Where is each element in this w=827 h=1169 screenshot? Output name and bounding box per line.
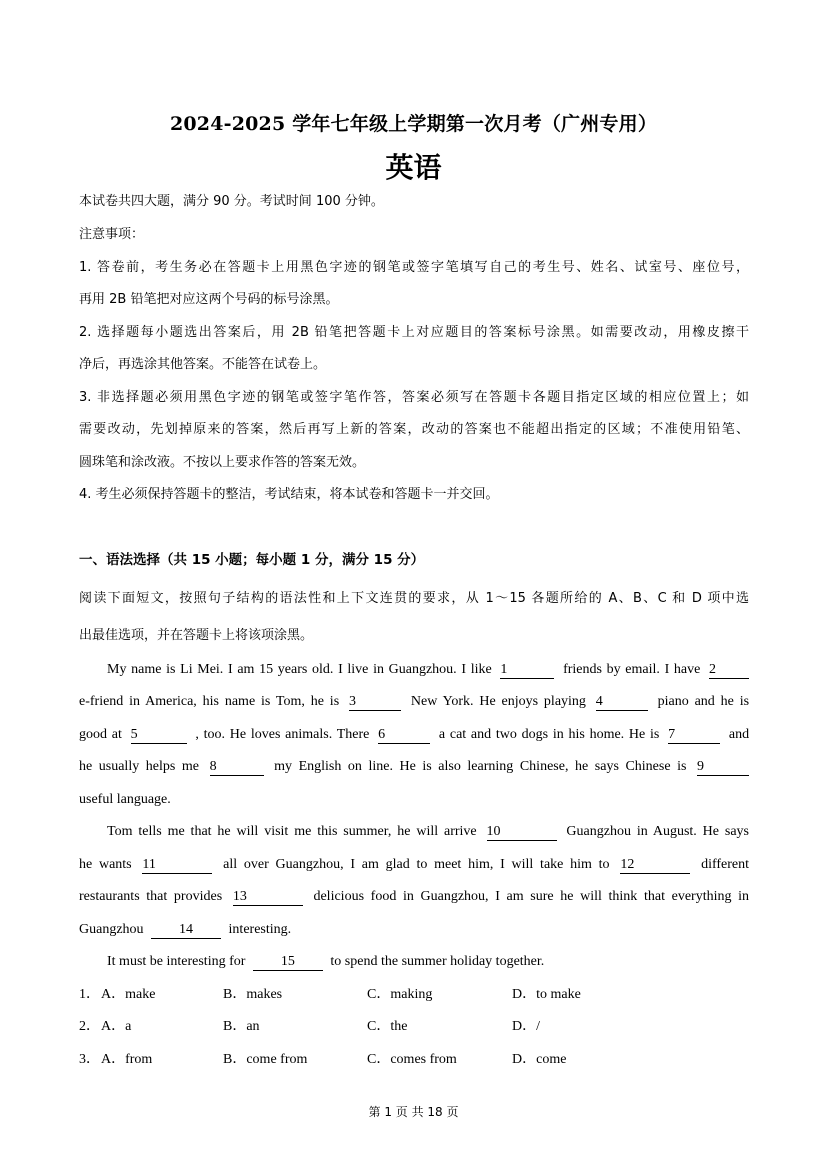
subject-title: 英语 <box>385 151 442 184</box>
option-a: A．from <box>101 1052 153 1067</box>
passage-line <box>79 757 749 777</box>
blank-11: 11 <box>142 857 212 874</box>
passage-text: a cat and two dogs in his home. He is <box>438 727 660 742</box>
blank-2: 2 <box>709 662 749 679</box>
note-3-line-2: 需要改动，先划掉原来的答案，然后再写上新的答案，改动的答案也不能超出指定的区域；不准使用铅笔、 <box>79 422 749 437</box>
page-footer: 第 1 页 共 18 页 <box>368 1105 459 1119</box>
passage-text: he usually helps me <box>79 759 199 774</box>
note-1-line-2: 再用 2B 铅笔把对应这两个号码的标号涂黑。 <box>79 292 339 307</box>
question-number: 2． <box>79 1019 100 1034</box>
passage-text: to spend the summer holiday together. <box>330 954 545 969</box>
blank-9: 9 <box>697 759 749 776</box>
section-1-instruction-line-2: 出最佳选项，并在答题卡上将该项涂黑。 <box>79 628 314 643</box>
passage-text: delicious food in Guangzhou, I am sure he will think that everything in <box>313 889 750 904</box>
exam-summary: 本试卷共四大题，满分 90 分。考试时间 100 分钟。 <box>79 194 384 209</box>
notes-heading: 注意事项： <box>79 227 145 242</box>
blank-14: 14 <box>151 922 221 939</box>
passage-line <box>79 887 749 907</box>
passage-text: and <box>728 727 750 742</box>
passage-text: useful language. <box>79 792 171 807</box>
blank-10: 10 <box>487 824 557 841</box>
note-2-line-1: 2. 选择题每小题选出答案后，用 2B 铅笔把答题卡上对应题目的答案标号涂黑。如需要改动，用橡皮擦干 <box>79 325 749 340</box>
option-b: B．makes <box>223 987 283 1002</box>
passage-text: he wants <box>79 857 132 872</box>
passage-text: New York. He enjoys playing <box>410 694 586 709</box>
passage-text: my English on line. He is also learning Chinese, he says Chinese is <box>274 759 687 774</box>
option-c: C．the <box>367 1019 408 1034</box>
blank-3: 3 <box>349 694 401 711</box>
question-number: 1． <box>79 987 100 1002</box>
passage-line <box>79 692 749 712</box>
question-number: 3． <box>79 1052 100 1067</box>
blank-6: 6 <box>378 727 430 744</box>
passage-line <box>79 920 749 940</box>
option-d: D．to make <box>512 987 581 1002</box>
note-3-line-3: 圆珠笔和涂改液。不按以上要求作答的答案无效。 <box>79 455 366 470</box>
note-4: 4. 考生必须保持答题卡的整洁，考试结束，将本试卷和答题卡一并交回。 <box>79 487 499 502</box>
note-3-line-1: 3. 非选择题必须用黑色字迹的钢笔或签字笔作答，答案必须写在答题卡各题目指定区域的相应位置上；如 <box>79 390 749 405</box>
passage-text: different <box>701 857 750 872</box>
option-a: A．a <box>101 1019 132 1034</box>
blank-8: 8 <box>210 759 264 776</box>
passage-text: It must be interesting for <box>107 954 246 969</box>
passage-text: good at <box>79 727 122 742</box>
blank-13: 13 <box>233 889 303 906</box>
passage-line <box>79 725 749 745</box>
passage-line <box>79 822 749 842</box>
passage-text: Guangzhou <box>79 922 144 937</box>
blank-5: 5 <box>131 727 187 744</box>
option-a: A．make <box>101 987 156 1002</box>
passage-text: friends by email. I have <box>563 662 701 677</box>
passage-text: Tom tells me that he will visit me this summer, he will arrive <box>107 824 477 839</box>
passage-text: e-friend in America, his name is Tom, he is <box>79 694 340 709</box>
blank-1: 1 <box>500 662 554 679</box>
passage-text: My name is Li Mei. I am 15 years old. I live in Guangzhou. I like <box>107 662 492 677</box>
section-1-instruction-line-1: 阅读下面短文，按照句子结构的语法性和上下文连贯的要求，从 1～15 各题所给的 A、B、C 和 D 项中选 <box>79 591 749 606</box>
option-d: D．come <box>512 1052 567 1067</box>
option-c: C．comes from <box>367 1052 457 1067</box>
blank-4: 4 <box>596 694 648 711</box>
passage-text: , too. He loves animals. There <box>195 727 370 742</box>
option-c: C．making <box>367 987 433 1002</box>
passage-line <box>79 952 749 972</box>
passage-text: Guangzhou in August. He says <box>566 824 750 839</box>
exam-title: 2024-2025 学年七年级上学期第一次月考（广州专用） <box>169 113 658 135</box>
blank-12: 12 <box>620 857 690 874</box>
passage-text: interesting. <box>228 922 292 937</box>
blank-7: 7 <box>668 727 720 744</box>
passage-text: piano and he is <box>657 694 750 709</box>
blank-15: 15 <box>253 954 323 971</box>
passage-line <box>79 660 749 680</box>
option-b: B．come from <box>223 1052 308 1067</box>
section-1-heading: 一、语法选择（共 15 小题；每小题 1 分，满分 15 分） <box>79 552 425 568</box>
passage-line <box>79 855 749 875</box>
option-b: B．an <box>223 1019 260 1034</box>
passage-text: all over Guangzhou, I am glad to meet him, I will take him to <box>223 857 610 872</box>
note-1-line-1: 1. 答卷前，考生务必在答题卡上用黑色字迹的钢笔或签字笔填写自己的考生号、姓名、试室号、座位号， <box>79 260 749 275</box>
passage-text: restaurants that provides <box>79 889 223 904</box>
note-2-line-2: 净后，再选涂其他答案。不能答在试卷上。 <box>79 357 327 372</box>
option-d: D．/ <box>512 1019 540 1034</box>
